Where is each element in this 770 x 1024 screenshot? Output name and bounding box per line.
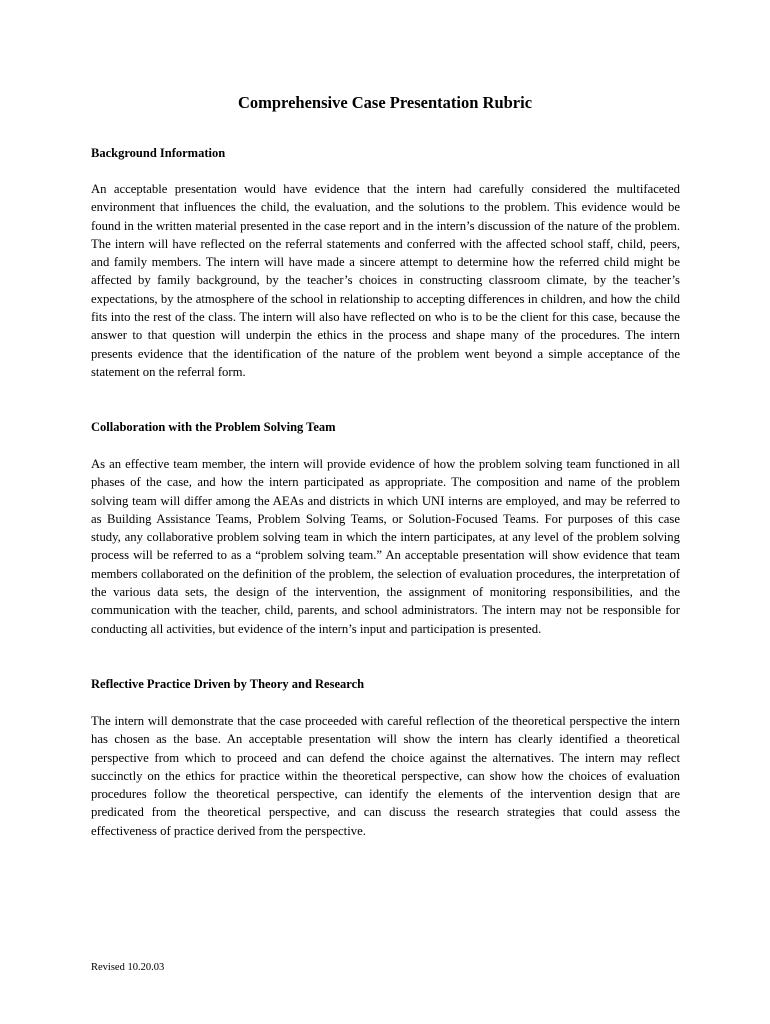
section-body-background: An acceptable presentation would have evidence that the intern had carefully considered the multifaceted environment that influences the child, the evaluation, and the solutions to the problem. This evidence would be found in the written material presented in the case report and in the intern’s discussion of the nature of the problem. The intern will have reflected on the referral statements and conferred with the affected school staff, child, peers, and family members. The intern will have made a sincere attempt to determine how the referred child might be affected by family background, by the teacher’s choices in constructing classroom climate, by the teacher’s expectations, by the atmosphere of the school in relationship to accepting differences in children, and how the child fits into the rest of the class. The intern will also have reflected on who is to be the client for this case, because the answer to that question will underpin the ethics in the process and shape many of the procedures. The intern presents evidence that the identification of the nature of the problem went beyond a simple acceptance of the statement on the referral form.	[91, 182, 680, 379]
section-heading-background: Background Information	[91, 146, 226, 160]
section-heading-reflective-practice: Reflective Practice Driven by Theory and Research	[91, 677, 365, 691]
revision-footer: Revised 10.20.03	[91, 962, 165, 973]
section-body-collaboration: As an effective team member, the intern will provide evidence of how the problem solving team functioned in all phases of the case, and how the intern participated as appropriate. The composition and name of the problem solving team will differ among the AEAs and districts in which UNI interns are employed, and may be referred to as Building Assistance Teams, Problem Solving Teams, or Solution-Focused Teams. For purposes of this case study, any collaborative problem solving team in which the intern participates, at any level of the problem solving process will be referred to as a “problem solving team.” An acceptable presentation will show evidence that team members collaborated on the definition of the problem, the selection of evaluation procedures, the interpretation of the various data sets, the design of the intervention, the assignment of monitoring responsibilities, and the communication with the teacher, child, parents, and school administrators. The intern may not be responsible for conducting all activities, but evidence of the intern’s input and participation is presented.	[91, 457, 680, 636]
page-title: Comprehensive Case Presentation Rubric	[237, 93, 533, 112]
section-heading-collaboration: Collaboration with the Problem Solving Team	[91, 420, 336, 434]
section-body-reflective-practice: The intern will demonstrate that the case proceeded with careful reflection of the theoretical perspective the intern has chosen as the base. An acceptable presentation will show the intern has clearly identified a theoretical perspective from which to proceed and can defend the choice against the alternatives. The intern may reflect succinctly on the ethics for practice within the theoretical perspective, can show how the choices of evaluation procedures follow the theoretical perspective, can identify the elements of the intervention design that are predicated from the theoretical perspective, and can discuss the research strategies that could assess the effectiveness of practice derived from the perspective.	[91, 714, 680, 838]
